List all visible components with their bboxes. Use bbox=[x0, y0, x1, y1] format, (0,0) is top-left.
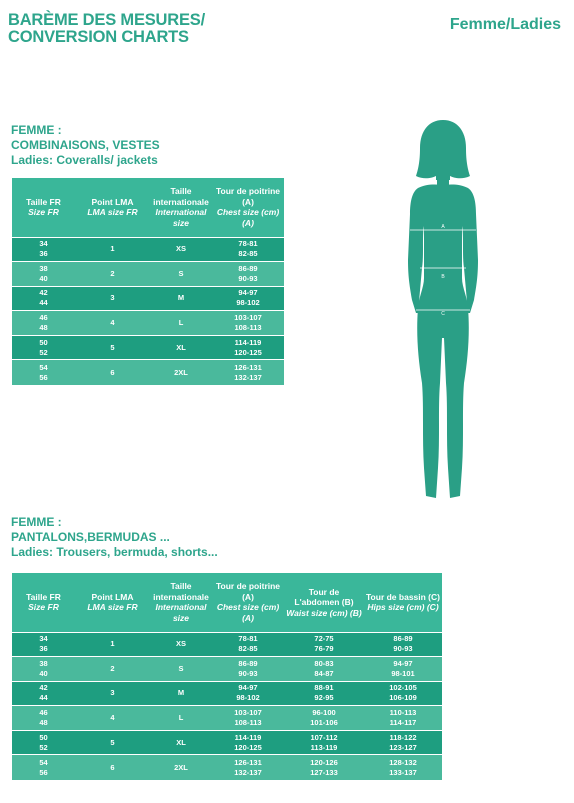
table-cell: 94-97 98-101 bbox=[364, 657, 442, 682]
table-cell: 4 bbox=[75, 706, 150, 731]
table-cell: XS bbox=[150, 237, 212, 262]
table-row bbox=[12, 681, 442, 706]
table-cell: 114-119 120-125 bbox=[212, 730, 284, 755]
table-cell: 78-81 82-85 bbox=[212, 237, 284, 262]
table-cell: 86-89 90-93 bbox=[212, 657, 284, 682]
col-header-chest: Tour de poitrine (A) Chest size (cm) (A) bbox=[212, 573, 284, 632]
col-header-waist: Tour de L'abdomen (B) Waist size (cm) (B) bbox=[284, 573, 364, 632]
col-header-chest: Tour de poitrine (A) Chest size (cm) (A) bbox=[212, 178, 284, 237]
table-cell: 126-131 132-137 bbox=[212, 360, 284, 385]
table-cell: 42 44 bbox=[12, 286, 75, 311]
table-cell: XL bbox=[150, 335, 212, 360]
table-cell: 38 40 bbox=[12, 262, 75, 287]
table-cell: 110-113 114-117 bbox=[364, 706, 442, 731]
col-header-lma: Point LMA LMA size FR bbox=[75, 178, 150, 237]
table-row bbox=[12, 755, 442, 780]
table-row bbox=[12, 286, 284, 311]
jackets-size-table bbox=[12, 178, 284, 385]
table-cell: 94-97 98-102 bbox=[212, 681, 284, 706]
table-row bbox=[12, 237, 284, 262]
table-cell: 38 40 bbox=[12, 657, 75, 682]
col-header-international: Taille internationale International size bbox=[150, 178, 212, 237]
label-a: A bbox=[441, 224, 445, 230]
table-cell: 42 44 bbox=[12, 681, 75, 706]
table-cell: 78-81 82-85 bbox=[212, 632, 284, 657]
table-cell: 120-126 127-133 bbox=[284, 755, 364, 780]
table-cell: 50 52 bbox=[12, 335, 75, 360]
section2-line-3: Ladies: Trousers, bermuda, shorts... bbox=[11, 545, 218, 559]
table-cell: 2 bbox=[75, 262, 150, 287]
table-cell: L bbox=[150, 706, 212, 731]
table-cell: 5 bbox=[75, 335, 150, 360]
section1-heading bbox=[11, 123, 160, 168]
table-cell: XS bbox=[150, 632, 212, 657]
col-header-size-fr: Taille FR Size FR bbox=[12, 573, 75, 632]
section2-line-1: FEMME : bbox=[11, 515, 62, 529]
table-cell: 80-83 84-87 bbox=[284, 657, 364, 682]
table-cell: 34 36 bbox=[12, 237, 75, 262]
title-line-1: BARÈME DES MESURES/ bbox=[8, 11, 205, 29]
woman-silhouette-figure bbox=[398, 118, 488, 503]
table-cell: 128-132 133-137 bbox=[364, 755, 442, 780]
col-header-lma: Point LMA LMA size FR bbox=[75, 573, 150, 632]
table-row bbox=[12, 706, 442, 731]
table-cell: 107-112 113-119 bbox=[284, 730, 364, 755]
col-header-size-fr: Taille FR Size FR bbox=[12, 178, 75, 237]
table-cell: 118-122 123-127 bbox=[364, 730, 442, 755]
table-cell: 46 48 bbox=[12, 311, 75, 336]
table-cell: M bbox=[150, 681, 212, 706]
gender-label: Femme/Ladies bbox=[449, 16, 561, 33]
table-cell: 103-107 108-113 bbox=[212, 706, 284, 731]
table-cell: 6 bbox=[75, 360, 150, 385]
table-cell: 4 bbox=[75, 311, 150, 336]
table-row bbox=[12, 632, 442, 657]
table-cell: M bbox=[150, 286, 212, 311]
table-row bbox=[12, 335, 284, 360]
table-cell: 2 bbox=[75, 657, 150, 682]
section1-line-3: Ladies: Coveralls/ jackets bbox=[11, 153, 158, 167]
col-header-international: Taille internationale International size bbox=[150, 573, 212, 632]
woman-silhouette-icon bbox=[408, 120, 478, 498]
section1-line-2: COMBINAISONS, VESTES bbox=[11, 138, 160, 152]
table-cell: 46 48 bbox=[12, 706, 75, 731]
section2-line-2: PANTALONS,BERMUDAS ... bbox=[11, 530, 170, 544]
table-cell: 54 56 bbox=[12, 360, 75, 385]
label-b: B bbox=[441, 274, 445, 280]
table-cell: 50 52 bbox=[12, 730, 75, 755]
table-cell: 3 bbox=[75, 681, 150, 706]
table-cell: 2XL bbox=[150, 755, 212, 780]
table-row bbox=[12, 311, 284, 336]
table-cell: 114-119 120-125 bbox=[212, 335, 284, 360]
table-cell: 5 bbox=[75, 730, 150, 755]
table-cell: 1 bbox=[75, 237, 150, 262]
table-cell: 94-97 98-102 bbox=[212, 286, 284, 311]
label-c: C bbox=[441, 311, 445, 317]
trousers-size-table bbox=[12, 573, 442, 780]
table-cell: 1 bbox=[75, 632, 150, 657]
table-cell: S bbox=[150, 262, 212, 287]
table-cell: 88-91 92-95 bbox=[284, 681, 364, 706]
table-cell: 126-131 132-137 bbox=[212, 755, 284, 780]
table-row bbox=[12, 657, 442, 682]
table-cell: 86-89 90-93 bbox=[364, 632, 442, 657]
table-cell: 54 56 bbox=[12, 755, 75, 780]
table-row bbox=[12, 262, 284, 287]
page-title bbox=[8, 12, 205, 46]
table-cell: 102-105 106-109 bbox=[364, 681, 442, 706]
table-cell: 86-89 90-93 bbox=[212, 262, 284, 287]
table-cell: 6 bbox=[75, 755, 150, 780]
table-cell: 34 36 bbox=[12, 632, 75, 657]
table-cell: L bbox=[150, 311, 212, 336]
table-cell: 103-107 108-113 bbox=[212, 311, 284, 336]
section1-line-1: FEMME : bbox=[11, 123, 62, 137]
table-row bbox=[12, 730, 442, 755]
section2-heading bbox=[11, 515, 218, 560]
title-line-2: CONVERSION CHARTS bbox=[8, 28, 189, 46]
table-cell: 96-100 101-106 bbox=[284, 706, 364, 731]
col-header-hips: Tour de bassin (C) Hips size (cm) (C) bbox=[364, 573, 442, 632]
table-cell: XL bbox=[150, 730, 212, 755]
table-row bbox=[12, 360, 284, 385]
table-cell: 3 bbox=[75, 286, 150, 311]
table-cell: 2XL bbox=[150, 360, 212, 385]
table-cell: 72-75 76-79 bbox=[284, 632, 364, 657]
table-cell: S bbox=[150, 657, 212, 682]
